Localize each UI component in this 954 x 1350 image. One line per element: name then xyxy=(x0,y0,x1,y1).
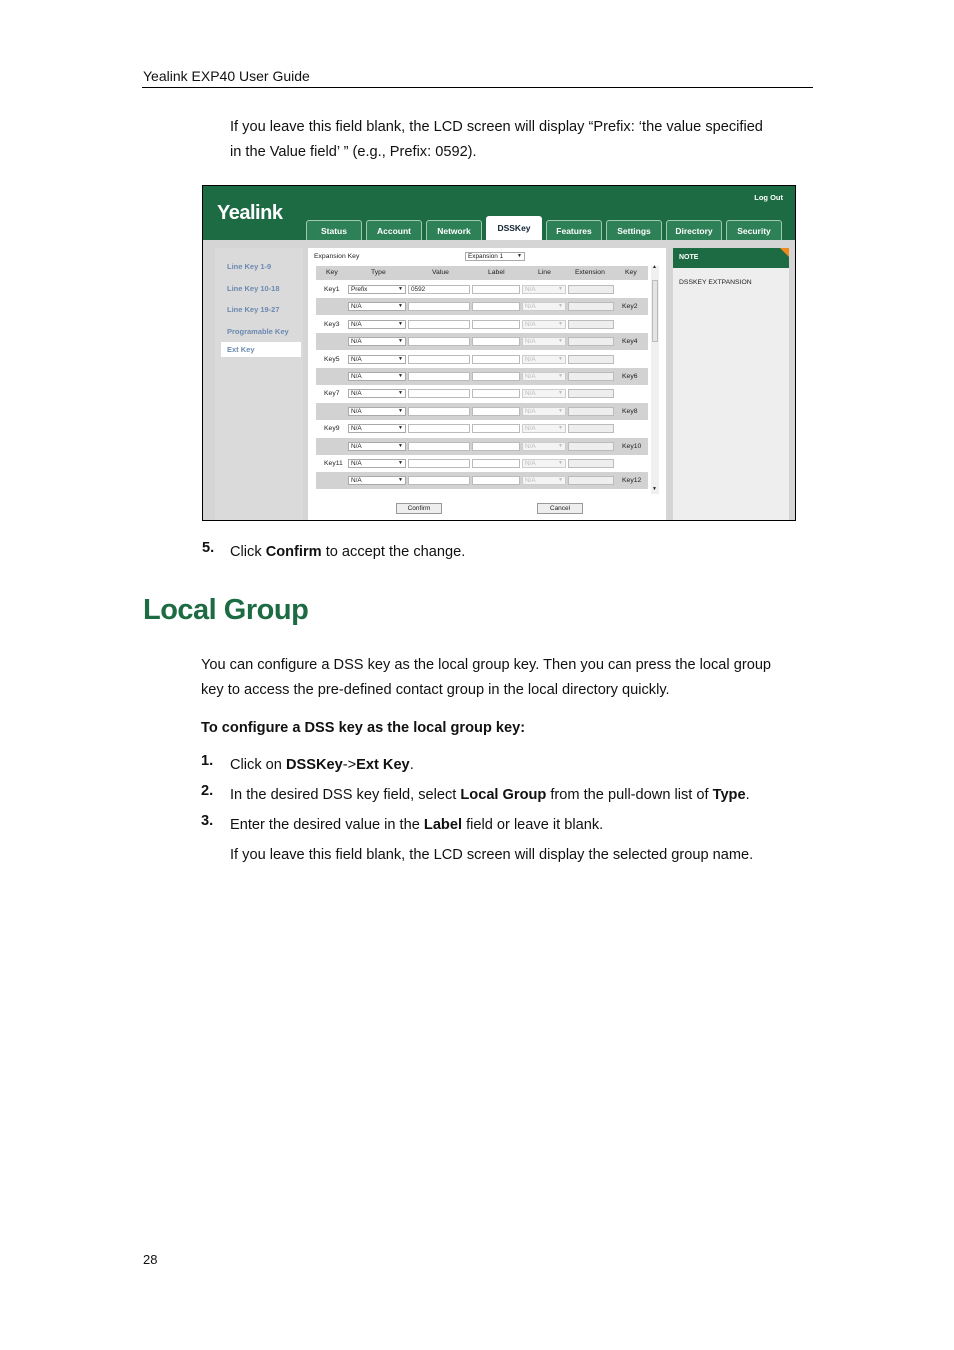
line-select-value: N/A xyxy=(525,286,536,293)
line-select[interactable] xyxy=(522,442,566,451)
row-key-right: Key6 xyxy=(622,373,638,380)
chevron-down-icon: ▼ xyxy=(398,303,403,310)
section-title: Local Group xyxy=(143,594,309,626)
label-field[interactable] xyxy=(472,355,520,364)
chevron-down-icon: ▼ xyxy=(398,355,403,362)
chevron-down-icon: ▼ xyxy=(558,286,563,292)
label-field[interactable] xyxy=(472,476,520,485)
expansion-select[interactable] xyxy=(465,252,525,261)
value-field[interactable] xyxy=(408,459,470,468)
dsskey-screenshot xyxy=(202,185,796,521)
type-select-value: N/A xyxy=(351,338,362,346)
value-field[interactable] xyxy=(408,320,470,329)
type-select[interactable] xyxy=(348,355,406,364)
chevron-down-icon: ▼ xyxy=(558,390,563,397)
chevron-down-icon: ▼ xyxy=(398,390,403,397)
extension-field[interactable] xyxy=(568,476,614,485)
line-select-value: N/A xyxy=(525,390,536,398)
label-field[interactable] xyxy=(472,389,520,398)
row-key-right: Key8 xyxy=(622,407,638,415)
extension-field[interactable] xyxy=(568,285,614,294)
label-field[interactable] xyxy=(472,407,520,416)
table-row xyxy=(316,455,648,472)
line-select[interactable] xyxy=(522,407,566,416)
row-key-left: Key5 xyxy=(324,355,340,363)
type-select-value: N/A xyxy=(351,355,362,363)
type-select[interactable] xyxy=(348,372,406,381)
value-field[interactable] xyxy=(408,389,470,398)
note-title: NOTE xyxy=(673,248,789,268)
nav-line-key-19-27[interactable]: Line Key 19-27 xyxy=(227,305,280,314)
value-field[interactable] xyxy=(408,372,470,381)
confirm-button[interactable]: Confirm xyxy=(396,503,442,514)
intro-paragraph xyxy=(230,115,820,165)
chevron-down-icon: ▼ xyxy=(398,373,403,379)
line-select[interactable] xyxy=(522,424,566,433)
nav-programable-key[interactable]: Programable Key xyxy=(227,327,289,336)
intro-line-2: in the Value field’ ” (e.g., Prefix: 0592). xyxy=(230,144,477,160)
logout-link[interactable]: Log Out xyxy=(754,193,783,202)
step-5-number: 5. xyxy=(202,540,215,556)
scrollbar[interactable] xyxy=(651,266,659,494)
type-select[interactable] xyxy=(348,459,406,468)
row-key-left: Key1 xyxy=(324,286,340,293)
extension-field[interactable] xyxy=(568,459,614,468)
step-5-pre: Click xyxy=(230,544,266,560)
extension-field[interactable] xyxy=(568,407,614,416)
chevron-down-icon: ▼ xyxy=(558,477,563,484)
left-nav xyxy=(215,248,303,520)
body-area xyxy=(203,240,795,520)
extension-field[interactable] xyxy=(568,389,614,398)
chevron-down-icon: ▼ xyxy=(398,477,403,484)
intro-line-1: If you leave this field blank, the LCD screen will display “Prefix: ‘the value specified xyxy=(230,119,763,135)
type-select[interactable] xyxy=(348,424,406,433)
type-select-value: N/A xyxy=(351,390,362,398)
step-2-type: Type xyxy=(712,787,746,803)
chevron-down-icon: ▼ xyxy=(558,425,563,432)
chevron-down-icon: ▼ xyxy=(558,442,563,449)
line-select[interactable] xyxy=(522,389,566,398)
step-1-post: . xyxy=(409,757,414,773)
step-3-text xyxy=(230,813,603,838)
step-1-arrow: -> xyxy=(342,757,357,773)
row-key-left: Key9 xyxy=(324,425,340,433)
step-1-extkey: Ext Key xyxy=(356,757,410,773)
line-select[interactable] xyxy=(522,459,566,468)
chevron-down-icon: ▼ xyxy=(558,338,563,345)
page-number: 28 xyxy=(143,1252,158,1267)
cancel-button[interactable]: Cancel xyxy=(537,503,583,514)
col-key: Key xyxy=(326,269,338,276)
step-2-mid: from the pull-down list of xyxy=(546,787,713,803)
tab-account[interactable]: Account xyxy=(366,220,422,240)
line-select-value: N/A xyxy=(525,442,536,450)
step-2-local-group: Local Group xyxy=(460,787,547,803)
value-field[interactable]: 0592 xyxy=(408,285,470,294)
label-field[interactable] xyxy=(472,372,520,381)
header-rule xyxy=(142,87,813,88)
scroll-down-icon[interactable]: ▼ xyxy=(652,486,657,492)
row-key-right: Key4 xyxy=(622,338,638,346)
section-line-1: You can configure a DSS key as the local group key. Then you can press the local group xyxy=(201,657,772,673)
type-select-value: N/A xyxy=(351,460,362,467)
line-select-value: N/A xyxy=(525,338,536,346)
section-paragraph xyxy=(201,653,821,703)
table-row xyxy=(316,403,648,420)
table-row xyxy=(316,472,648,489)
type-select[interactable] xyxy=(348,285,406,294)
type-select-value: N/A xyxy=(351,425,362,433)
chevron-down-icon: ▼ xyxy=(558,373,563,379)
top-bar xyxy=(203,186,795,240)
line-select[interactable] xyxy=(522,355,566,364)
note-text: DSSKEY EXTPANSION xyxy=(679,279,752,286)
type-select[interactable] xyxy=(348,302,406,311)
table-row xyxy=(316,281,648,298)
type-select[interactable] xyxy=(348,476,406,485)
value-field[interactable] xyxy=(408,424,470,433)
chevron-down-icon: ▼ xyxy=(558,320,563,327)
line-select-value: N/A xyxy=(525,355,536,363)
label-field[interactable] xyxy=(472,302,520,311)
line-select-value: N/A xyxy=(525,477,536,485)
scrollbar-thumb[interactable] xyxy=(652,280,658,342)
step-1-number: 1. xyxy=(201,753,214,769)
line-select-value: N/A xyxy=(525,460,536,467)
expansion-select-value: Expansion 1 xyxy=(468,253,504,260)
label-field[interactable] xyxy=(472,320,520,329)
label-field[interactable] xyxy=(472,337,520,346)
col-extension: Extension xyxy=(575,269,605,276)
step-3-post: field or leave it blank. xyxy=(462,817,604,833)
tab-settings[interactable]: Settings xyxy=(606,220,662,240)
step-3-pre: Enter the desired value in the xyxy=(230,817,424,833)
label-field[interactable] xyxy=(472,459,520,468)
value-field[interactable] xyxy=(408,337,470,346)
value-field[interactable] xyxy=(408,476,470,485)
chevron-down-icon: ▼ xyxy=(517,253,522,259)
line-select[interactable] xyxy=(522,476,566,485)
procedure-heading: To configure a DSS key as the local group key: xyxy=(201,720,526,736)
line-select-value: N/A xyxy=(525,407,536,415)
label-field[interactable] xyxy=(472,442,520,451)
col-line: Line xyxy=(538,269,551,276)
step-2-number: 2. xyxy=(201,783,214,799)
row-key-right: Key2 xyxy=(622,303,638,311)
type-select[interactable] xyxy=(348,407,406,416)
chevron-down-icon: ▼ xyxy=(398,286,403,292)
type-select-value: Prefix xyxy=(351,286,368,293)
row-key-right: Key10 xyxy=(622,442,642,450)
type-select-value: N/A xyxy=(351,373,362,380)
value-field[interactable] xyxy=(408,407,470,416)
col-key-right: Key xyxy=(625,269,637,276)
note-panel xyxy=(673,248,789,520)
value-field[interactable] xyxy=(408,302,470,311)
chevron-down-icon: ▼ xyxy=(398,338,403,345)
line-select-value: N/A xyxy=(525,320,536,328)
table-row xyxy=(316,385,648,402)
extension-field[interactable] xyxy=(568,372,614,381)
extension-field[interactable] xyxy=(568,355,614,364)
tab-status[interactable]: Status xyxy=(306,220,362,240)
step-2-pre: In the desired DSS key field, select xyxy=(230,787,461,803)
chevron-down-icon: ▼ xyxy=(558,355,563,362)
line-select[interactable] xyxy=(522,302,566,311)
extension-field[interactable] xyxy=(568,302,614,311)
step-2-post: . xyxy=(745,787,750,803)
col-type: Type xyxy=(371,269,386,276)
nav-line-key-1-9[interactable]: Line Key 1-9 xyxy=(227,262,272,271)
type-select[interactable] xyxy=(348,442,406,451)
type-select-value: N/A xyxy=(351,477,362,485)
type-select-value: N/A xyxy=(351,407,362,415)
line-select[interactable] xyxy=(522,372,566,381)
line-select-value: N/A xyxy=(525,373,536,380)
chevron-down-icon: ▼ xyxy=(558,407,563,414)
tab-security[interactable]: Security xyxy=(726,220,782,240)
step-1-pre: Click on xyxy=(230,757,286,773)
step-5-post: to accept the change. xyxy=(321,544,466,560)
label-field[interactable] xyxy=(472,424,520,433)
col-label: Label xyxy=(488,269,505,276)
type-select-value: N/A xyxy=(351,320,362,328)
type-select[interactable] xyxy=(348,389,406,398)
table-row xyxy=(316,438,648,455)
line-select[interactable] xyxy=(522,285,566,294)
value-field[interactable] xyxy=(408,355,470,364)
label-field[interactable] xyxy=(472,285,520,294)
table-row xyxy=(316,368,648,385)
table-row xyxy=(316,298,648,315)
step-5-confirm: Confirm xyxy=(265,544,322,560)
table-row xyxy=(316,351,648,368)
type-select-value: N/A xyxy=(351,303,362,311)
running-header: Yealink EXP40 User Guide xyxy=(143,68,310,84)
extension-field[interactable] xyxy=(568,337,614,346)
expansion-key-label: Expansion Key xyxy=(314,253,360,260)
step-2-text xyxy=(230,783,750,808)
tab-features[interactable]: Features xyxy=(546,220,602,240)
step-5-text xyxy=(230,540,465,565)
extension-field[interactable] xyxy=(568,442,614,451)
step-1-dsskey: DSSKey xyxy=(285,757,343,773)
extension-field[interactable] xyxy=(568,424,614,433)
chevron-down-icon: ▼ xyxy=(558,460,563,466)
line-select[interactable] xyxy=(522,320,566,329)
value-field[interactable] xyxy=(408,442,470,451)
row-key-left: Key11 xyxy=(324,460,343,467)
tab-directory[interactable]: Directory xyxy=(666,220,722,240)
section-line-2: key to access the pre-defined contact group in the local directory quickly. xyxy=(201,682,670,698)
chevron-down-icon: ▼ xyxy=(398,442,403,449)
type-select-value: N/A xyxy=(351,442,362,450)
table-row xyxy=(316,316,648,333)
chevron-down-icon: ▼ xyxy=(398,407,403,414)
chevron-down-icon: ▼ xyxy=(398,460,403,466)
row-key-right: Key12 xyxy=(622,477,642,485)
tab-dsskey[interactable]: DSSKey xyxy=(486,216,542,240)
nav-ext-key[interactable]: Ext Key xyxy=(221,342,301,357)
scroll-up-icon[interactable]: ▲ xyxy=(652,264,657,270)
dsskey-form xyxy=(308,248,666,520)
line-select-value: N/A xyxy=(525,425,536,433)
yealink-logo: Yealink xyxy=(217,202,283,224)
nav-line-key-10-18[interactable]: Line Key 10-18 xyxy=(227,284,280,293)
note-corner-icon xyxy=(780,248,789,257)
col-value: Value xyxy=(432,269,449,276)
type-select[interactable] xyxy=(348,337,406,346)
table-row xyxy=(316,333,648,350)
row-key-left: Key3 xyxy=(324,320,340,328)
chevron-down-icon: ▼ xyxy=(398,320,403,327)
step-1-text xyxy=(230,753,414,778)
type-select[interactable] xyxy=(348,320,406,329)
step-3-note: If you leave this field blank, the LCD screen will display the selected group name. xyxy=(230,847,754,863)
line-select[interactable] xyxy=(522,337,566,346)
chevron-down-icon: ▼ xyxy=(398,425,403,432)
extension-field[interactable] xyxy=(568,320,614,329)
line-select-value: N/A xyxy=(525,303,536,311)
step-3-label: Label xyxy=(423,817,463,833)
table-row xyxy=(316,420,648,437)
step-3-number: 3. xyxy=(201,813,214,829)
tab-network[interactable]: Network xyxy=(426,220,482,240)
chevron-down-icon: ▼ xyxy=(558,303,563,310)
table-header xyxy=(316,266,648,280)
row-key-left: Key7 xyxy=(324,390,340,398)
